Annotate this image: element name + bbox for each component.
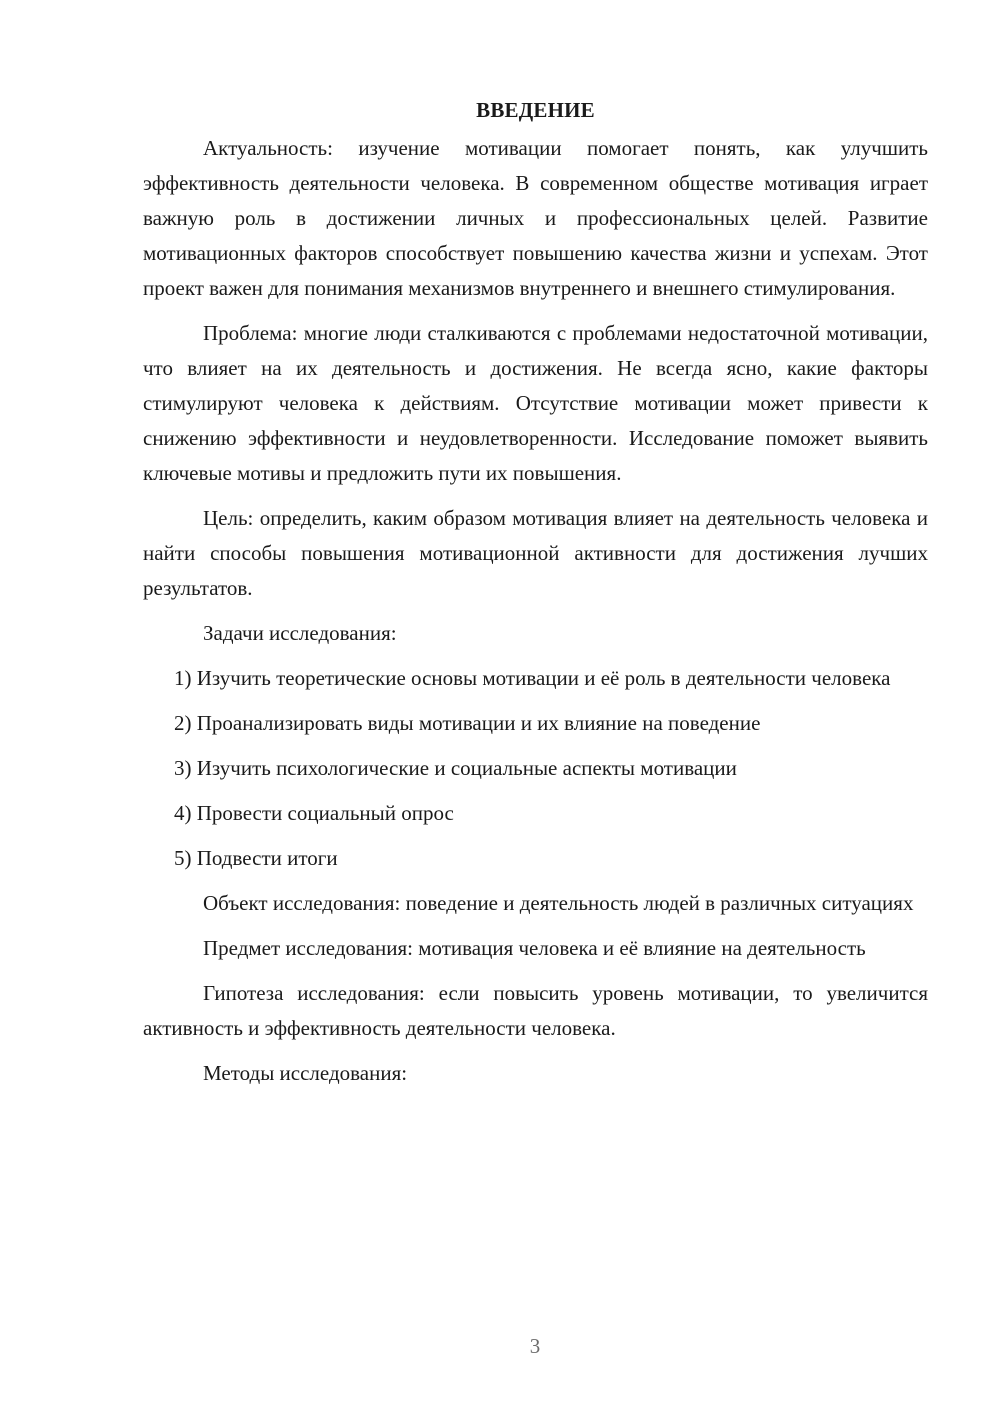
- task-item: 4) Провести социальный опрос: [174, 801, 454, 825]
- hypothesis-paragraph: Гипотеза исследования: если повысить уровень мотивации, то увеличится активность и эффективность деятельности человека.: [143, 981, 928, 1040]
- object-paragraph: Объект исследования: поведение и деятельность людей в различных ситуациях: [203, 891, 914, 915]
- tasks-heading: Задачи исследования:: [203, 621, 397, 645]
- relevance-paragraph: Актуальность: изучение мотивации помогает понять, как улучшить эффективность деятельности человека. В современном обществе мотивация играет важную роль в достижении личных и профессиональных целей. Развитие мотивационных факторов способствует повышению качества жизни и успехам. Этот проект важен для понимания механизмов внутреннего и внешнего стимулирования.: [143, 136, 928, 300]
- section-title: ВВЕДЕНИЕ: [476, 98, 595, 122]
- goal-paragraph: Цель: определить, каким образом мотивация влияет на деятельность человека и найти способы повышения мотивационной активности для достижения лучших результатов.: [143, 506, 928, 600]
- document-page: [143, 95, 928, 1101]
- methods-heading: Методы исследования:: [203, 1061, 408, 1085]
- page-number: 3: [529, 1334, 541, 1358]
- problem-paragraph: Проблема: многие люди сталкиваются с проблемами недостаточной мотивации, что влияет на их деятельность и достижения. Не всегда ясно, какие факторы стимулируют человека к действиям. Отсутствие мотивации может привести к снижению эффективности и неудовлетворенности. Исследование поможет выявить ключевые мотивы и предложить пути их повышения.: [143, 321, 928, 485]
- task-item: 3) Изучить психологические и социальные аспекты мотивации: [174, 756, 737, 780]
- task-item: 1) Изучить теоретические основы мотивации и её роль в деятельности человека: [174, 666, 891, 690]
- task-item: 2) Проанализировать виды мотивации и их влияние на поведение: [174, 711, 761, 735]
- task-item: 5) Подвести итоги: [174, 846, 338, 870]
- subject-paragraph: Предмет исследования: мотивация человека и её влияние на деятельность: [203, 936, 866, 960]
